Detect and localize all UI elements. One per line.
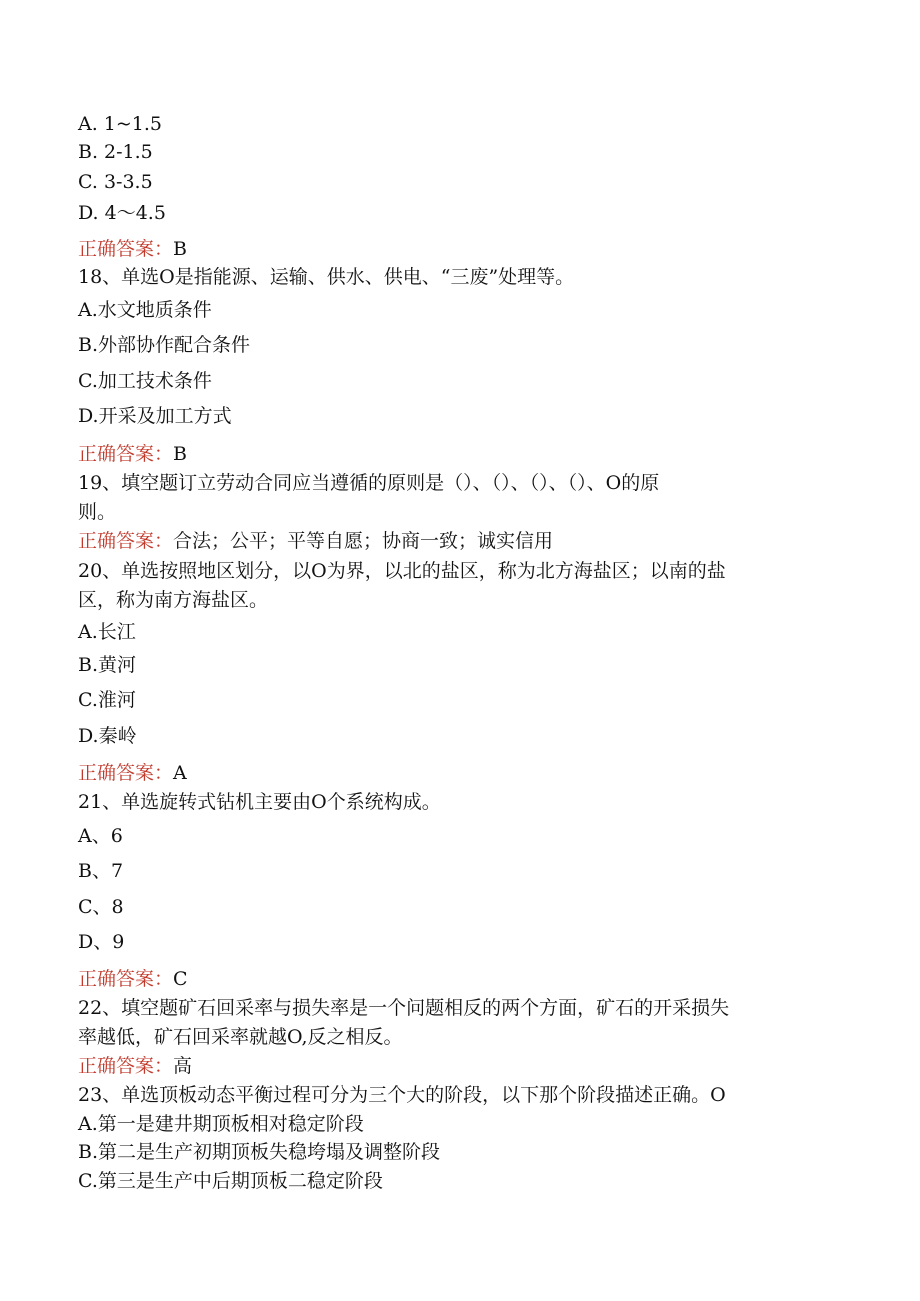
- option-line: B、7: [78, 860, 124, 882]
- answer-value: B: [173, 443, 187, 465]
- question-line: 21、单选旋转式钻机主要由O个系统构成。: [78, 791, 441, 813]
- answer-label: 正确答案：: [78, 443, 174, 465]
- answer-label: 正确答案：: [78, 968, 174, 990]
- answer-line: [78, 529, 553, 553]
- option-line: A.长江: [78, 621, 136, 643]
- option-line: D. 4～4.5: [78, 202, 166, 224]
- option-line: A、6: [78, 825, 123, 847]
- answer-value: B: [173, 238, 187, 260]
- question-line: 则。: [78, 501, 117, 523]
- question-line: 19、填空题订立劳动合同应当遵循的原则是（）、（）、（）、（）、O的原: [78, 472, 660, 494]
- answer-value: 合法；公平；平等自愿；协商一致；诚实信用: [173, 530, 554, 552]
- question-line: 22、填空题矿石回采率与损失率是一个问题相反的两个方面，矿石的开采损失: [78, 997, 730, 1019]
- answer-value: C: [173, 968, 188, 990]
- question-line: 18、单选O是指能源、运输、供水、供电、“三废”处理等。: [78, 266, 575, 288]
- question-line: 率越低，矿石回采率就越O,反之相反。: [78, 1026, 403, 1048]
- option-line: B.黄河: [78, 654, 137, 676]
- answer-line: [78, 1054, 192, 1078]
- answer-label: 正确答案：: [78, 1055, 174, 1077]
- option-line: D.开采及加工方式: [78, 405, 232, 427]
- question-line: 区，称为南方海盐区。: [78, 589, 269, 611]
- option-line: C.加工技术条件: [78, 370, 212, 392]
- option-line: A.水文地质条件: [78, 299, 212, 321]
- answer-line: [78, 442, 187, 466]
- option-line: B.外部协作配合条件: [78, 334, 251, 356]
- answer-value: 高: [173, 1055, 193, 1077]
- option-line: B.第二是生产初期顶板失稳垮塌及调整阶段: [78, 1141, 441, 1163]
- option-line: D.秦岭: [78, 725, 137, 747]
- answer-line: [78, 237, 187, 261]
- option-line: C. 3-3.5: [78, 171, 153, 193]
- option-line: B. 2-1.5: [78, 141, 153, 163]
- option-line: A. 1~1.5: [78, 113, 163, 135]
- answer-line: [78, 967, 188, 991]
- answer-line: [78, 761, 187, 785]
- answer-label: 正确答案：: [78, 762, 174, 784]
- answer-label: 正确答案：: [78, 530, 174, 552]
- option-line: C.淮河: [78, 689, 136, 711]
- option-line: D、9: [78, 931, 125, 953]
- answer-label: 正确答案：: [78, 238, 174, 260]
- option-line: C.第三是生产中后期顶板二稳定阶段: [78, 1170, 383, 1192]
- option-line: C、8: [78, 896, 124, 918]
- answer-value: A: [173, 762, 187, 784]
- option-line: A.第一是建井期顶板相对稳定阶段: [78, 1113, 364, 1135]
- question-line: 20、单选按照地区划分，以O为界，以北的盐区，称为北方海盐区；以南的盐: [78, 560, 726, 582]
- question-line: 23、单选顶板动态平衡过程可分为三个大的阶段，以下那个阶段描述正确。O: [78, 1084, 726, 1106]
